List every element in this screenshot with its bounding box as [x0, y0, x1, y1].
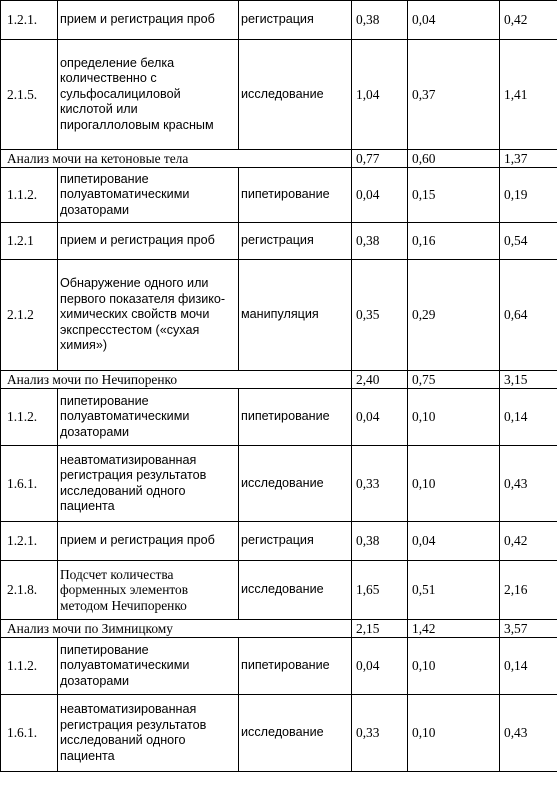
value-3-cell: 0,64	[500, 260, 557, 371]
type-cell: пипетирование	[239, 638, 352, 695]
value-2-cell: 0,15	[408, 168, 500, 223]
value-2-cell: 0,10	[408, 389, 500, 446]
value-1-cell: 1,04	[352, 40, 408, 150]
code-cell: 1.6.1.	[1, 446, 58, 522]
table-row	[1, 168, 557, 223]
value-2-cell: 0,60	[408, 150, 500, 168]
code-cell: 1.6.1.	[1, 695, 58, 772]
value-3-cell: 0,14	[500, 638, 557, 695]
table-row	[1, 695, 557, 772]
table-row	[1, 638, 557, 695]
value-2-cell: 0,04	[408, 522, 500, 561]
type-cell: регистрация	[239, 1, 352, 40]
table-row	[1, 389, 557, 446]
service-cell: пипетирование полуавтоматическими дозаторами	[58, 168, 239, 223]
service-cell: определение белка количественно с сульфосалициловой кислотой или пирогаллоловым красным	[58, 40, 239, 150]
value-3-cell: 0,42	[500, 1, 557, 40]
code-cell: 2.1.8.	[1, 561, 58, 620]
code-cell: 2.1.5.	[1, 40, 58, 150]
value-1-cell: 0,04	[352, 168, 408, 223]
value-3-cell: 1,37	[500, 150, 557, 168]
value-1-cell: 1,65	[352, 561, 408, 620]
group-label-cell: Анализ мочи на кетоновые тела	[1, 150, 352, 168]
table-row	[1, 1, 557, 40]
table-row	[1, 561, 557, 620]
value-3-cell: 0,19	[500, 168, 557, 223]
type-cell: манипуляция	[239, 260, 352, 371]
value-3-cell: 0,43	[500, 446, 557, 522]
service-cell: неавтоматизированная регистрация результатов исследований одного пациента	[58, 446, 239, 522]
table-row	[1, 522, 557, 561]
value-1-cell: 0,77	[352, 150, 408, 168]
value-3-cell: 0,42	[500, 522, 557, 561]
group-label-cell: Анализ мочи по Зимницкому	[1, 620, 352, 638]
value-2-cell: 0,29	[408, 260, 500, 371]
value-2-cell: 0,51	[408, 561, 500, 620]
value-2-cell: 0,10	[408, 446, 500, 522]
value-1-cell: 2,40	[352, 371, 408, 389]
service-cell: пипетирование полуавтоматическими дозаторами	[58, 638, 239, 695]
group-label-cell: Анализ мочи по Нечипоренко	[1, 371, 352, 389]
value-1-cell: 0,33	[352, 446, 408, 522]
value-1-cell: 0,38	[352, 522, 408, 561]
service-cell: Обнаружение одного или первого показателя физико-химических свойств мочи экспресстестом («сухая химия»)	[58, 260, 239, 371]
value-2-cell: 0,75	[408, 371, 500, 389]
value-1-cell: 0,38	[352, 1, 408, 40]
value-2-cell: 1,42	[408, 620, 500, 638]
code-cell: 2.1.2	[1, 260, 58, 371]
code-cell: 1.2.1.	[1, 522, 58, 561]
value-2-cell: 0,37	[408, 40, 500, 150]
value-3-cell: 0,14	[500, 389, 557, 446]
type-cell: пипетирование	[239, 168, 352, 223]
value-3-cell: 2,16	[500, 561, 557, 620]
value-1-cell: 0,33	[352, 695, 408, 772]
code-cell: 1.2.1.	[1, 1, 58, 40]
code-cell: 1.1.2.	[1, 638, 58, 695]
value-1-cell: 0,35	[352, 260, 408, 371]
value-3-cell: 1,41	[500, 40, 557, 150]
value-2-cell: 0,10	[408, 695, 500, 772]
service-cell: Подсчет количества форменных элементов методом Нечипоренко	[58, 561, 239, 620]
table-row	[1, 40, 557, 150]
code-cell: 1.2.1	[1, 223, 58, 260]
type-cell: исследование	[239, 695, 352, 772]
value-3-cell: 3,57	[500, 620, 557, 638]
value-3-cell: 0,54	[500, 223, 557, 260]
table-row	[1, 260, 557, 371]
service-cell: прием и регистрация проб	[58, 522, 239, 561]
type-cell: исследование	[239, 446, 352, 522]
type-cell: исследование	[239, 561, 352, 620]
type-cell: исследование	[239, 40, 352, 150]
type-cell: пипетирование	[239, 389, 352, 446]
value-1-cell: 0,04	[352, 389, 408, 446]
value-1-cell: 0,04	[352, 638, 408, 695]
service-cell: прием и регистрация проб	[58, 223, 239, 260]
code-cell: 1.1.2.	[1, 389, 58, 446]
service-cell: пипетирование полуавтоматическими дозаторами	[58, 389, 239, 446]
value-2-cell: 0,04	[408, 1, 500, 40]
type-cell: регистрация	[239, 223, 352, 260]
value-1-cell: 2,15	[352, 620, 408, 638]
group-row	[1, 150, 557, 168]
table-row	[1, 223, 557, 260]
value-2-cell: 0,10	[408, 638, 500, 695]
value-3-cell: 3,15	[500, 371, 557, 389]
group-row	[1, 371, 557, 389]
value-3-cell: 0,43	[500, 695, 557, 772]
group-row	[1, 620, 557, 638]
code-cell: 1.1.2.	[1, 168, 58, 223]
value-2-cell: 0,16	[408, 223, 500, 260]
table-row	[1, 446, 557, 522]
service-cell: прием и регистрация проб	[58, 1, 239, 40]
service-cell: неавтоматизированная регистрация результатов исследований одного пациента	[58, 695, 239, 772]
type-cell: регистрация	[239, 522, 352, 561]
table-body	[1, 1, 557, 772]
value-1-cell: 0,38	[352, 223, 408, 260]
